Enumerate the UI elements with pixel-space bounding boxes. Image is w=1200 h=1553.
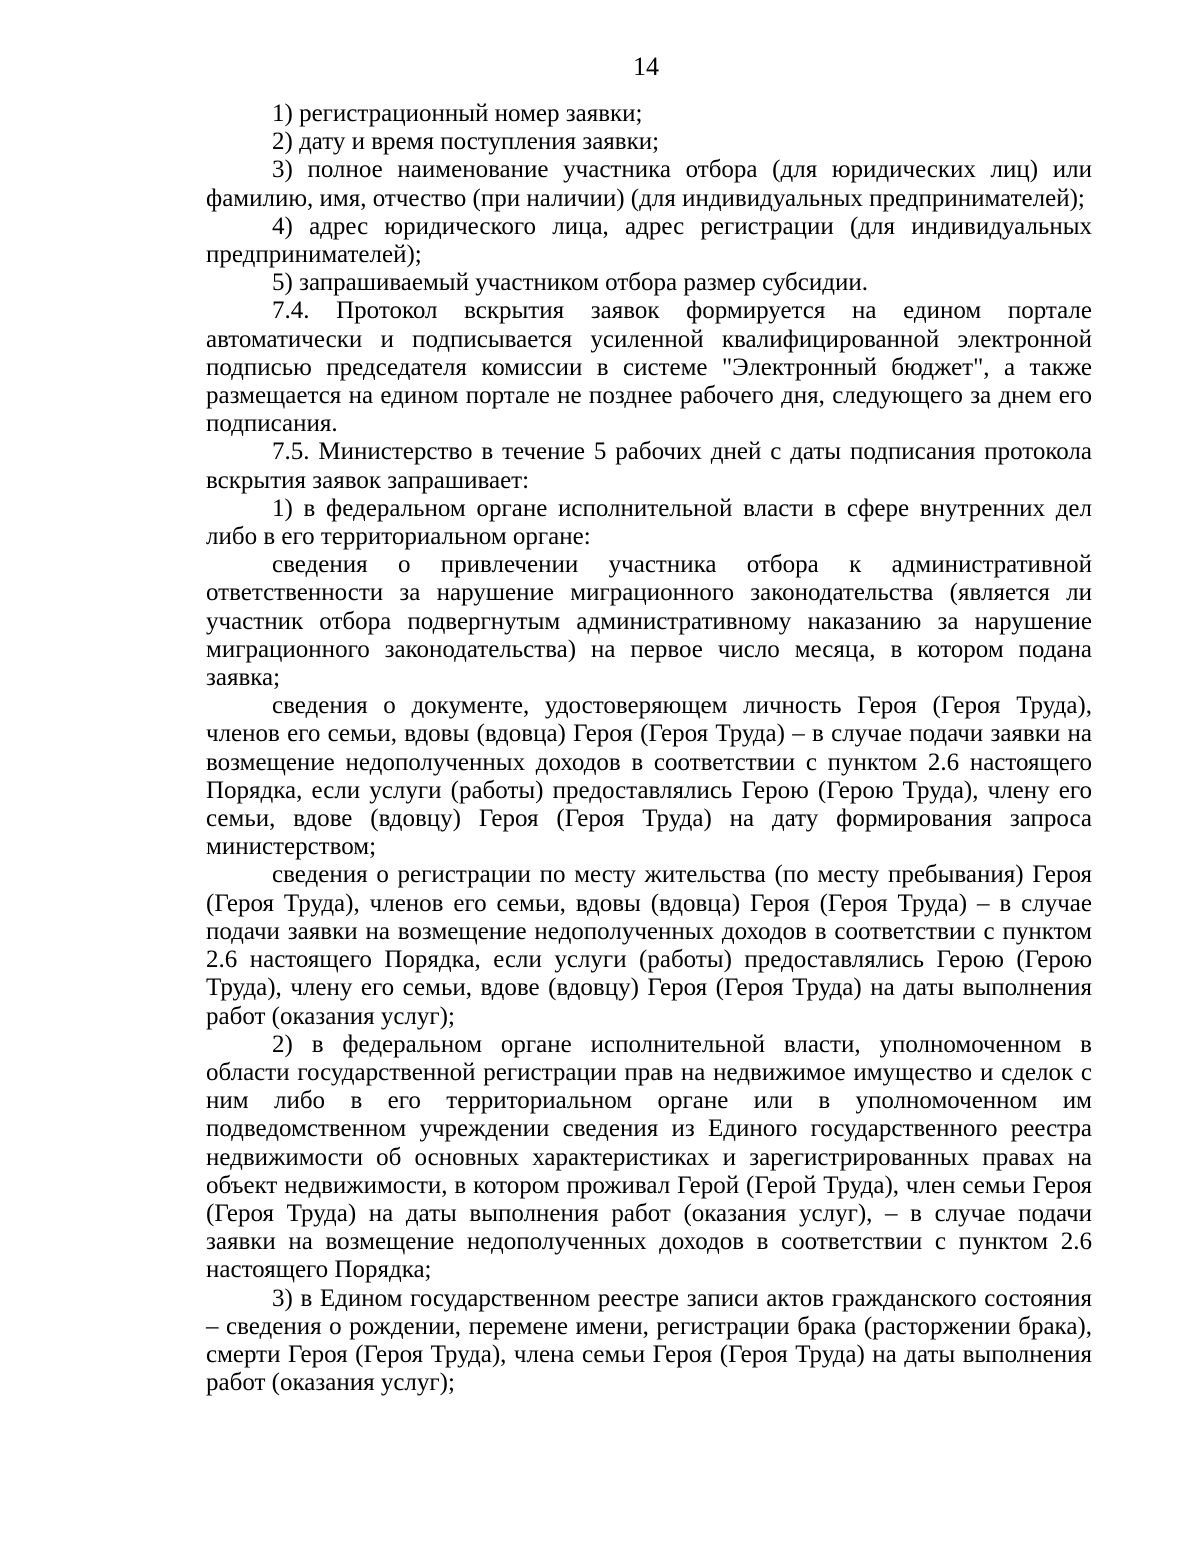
paragraph-item-3-participant-name: 3) полное наименование участника отбора (для юридических лиц) или фамилию, имя, отчество (при наличии) (для индивидуальных предпринимателей); bbox=[206, 156, 1092, 212]
paragraph-item-1-registration-number: 1) регистрационный номер заявки; bbox=[272, 100, 643, 127]
paragraph-registration-residence: сведения о регистрации по месту жительства (по месту пребывания) Героя (Героя Труда), членов его семьи, вдовы (вдовца) Героя (Героя Труда) – в случае подачи заявки на возмещение недополученных доходов в соответствии с пунктом 2.6 настоящего Порядка, если услуги (работы) предоставлялись Герою (Герою Труда), члену его семьи, вдове (вдовцу) Героя (Героя Труда) на даты выполнения работ (оказания услуг); bbox=[206, 861, 1092, 1030]
paragraph-request-2-real-estate: 2) в федеральном органе исполнительной власти, уполномоченном в области государственной регистрации прав на недвижимое имущество и сделок с ним либо в его территориальном органе или в уполномоченном им подведомственном учреждении сведения из Единого государственного реестра недвижимости об основных характеристиках и зарегистрированных правах на объект недвижимости, в котором проживал Герой (Герой Труда), член семьи Героя (Героя Труда) на даты выполнения работ (оказания услуг), – в случае подачи заявки на возмещение недополученных доходов в соответствии с пунктом 2.6 настоящего Порядка; bbox=[206, 1030, 1092, 1284]
paragraph-item-5-subsidy-amount: 5) запрашиваемый участником отбора размер субсидии. bbox=[272, 269, 868, 297]
paragraph-7-5-ministry-requests: 7.5. Министерство в течение 5 рабочих дней с даты подписания протокола вскрытия заявок запрашивает: bbox=[206, 438, 1092, 494]
paragraph-request-1-internal-affairs: 1) в федеральном органе исполнительной власти в сфере внутренних дел либо в его территориальном органе: bbox=[206, 494, 1092, 551]
paragraph-migration-liability: сведения о привлечении участника отбора к административной ответственности за нарушение миграционного законодательства (является ли участник отбора подвергнутым административному наказанию за нарушение миграционного законодательства) на первое число месяца, в котором подана заявка; bbox=[206, 551, 1092, 692]
paragraph-item-4-address: 4) адрес юридического лица, адрес регистрации (для индивидуальных предпринимателей); bbox=[206, 212, 1092, 269]
document-body bbox=[206, 100, 1092, 1397]
page-number: 14 bbox=[633, 52, 659, 81]
paragraph-identity-document: сведения о документе, удостоверяющем личность Героя (Героя Труда), членов его семьи, вдовы (вдовца) Героя (Героя Труда) – в случае подачи заявки на возмещение недополученных доходов в соответствии с пунктом 2.6 настоящего Порядка, если услуги (работы) предоставлялись Герою (Герою Труда), члену его семьи, вдове (вдовцу) Героя (Героя Труда) на дату формирования запроса министерством; bbox=[206, 692, 1092, 861]
paragraph-7-4-protocol: 7.4. Протокол вскрытия заявок формируется на едином портале автоматически и подписывается усиленной квалифицированной электронной подписью председателя комиссии в системе "Электронный бюджет", а также размещается на едином портале не позднее рабочего дня, следующего за днем его подписания. bbox=[206, 297, 1092, 438]
paragraph-request-3-civil-status: 3) в Едином государственном реестре записи актов гражданского состояния – сведения о рождении, перемене имени, регистрации брака (расторжении брака), смерти Героя (Героя Труда), члена семьи Героя (Героя Труда) на даты выполнения работ (оказания услуг); bbox=[206, 1284, 1092, 1397]
paragraph-item-2-date-time: 2) дату и время поступления заявки; bbox=[272, 128, 660, 156]
